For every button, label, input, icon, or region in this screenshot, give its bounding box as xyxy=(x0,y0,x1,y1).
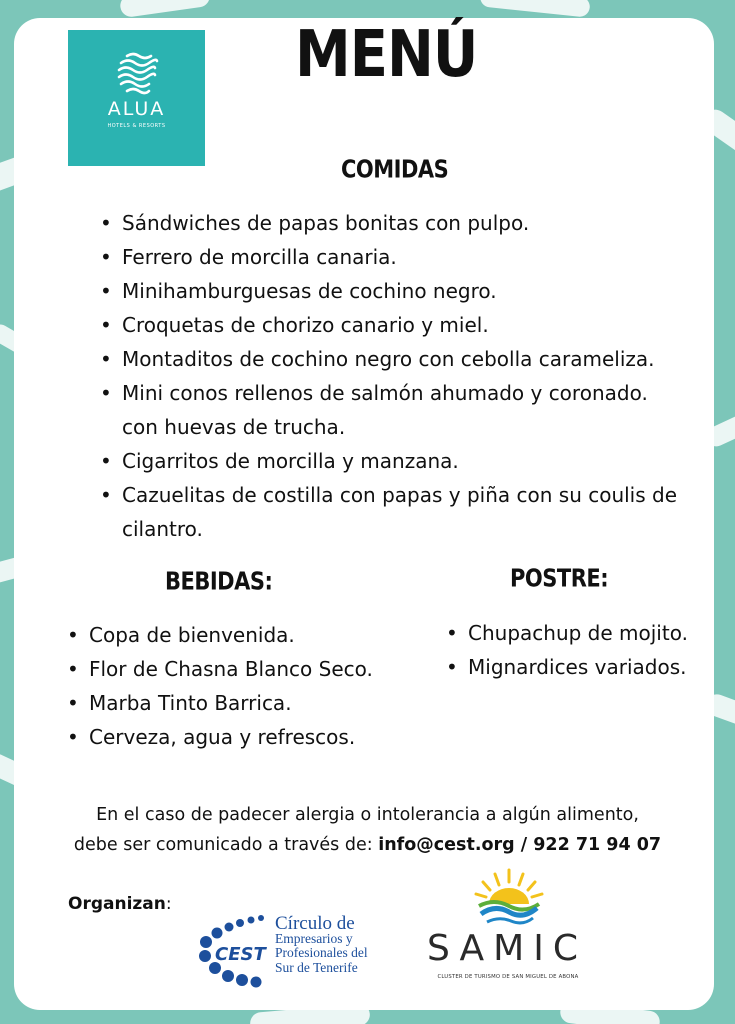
list-item: • Minihamburguesas de cochino negro. xyxy=(100,274,685,308)
svg-text:CEST: CEST xyxy=(215,944,266,965)
page-title: MENÚ xyxy=(295,17,478,92)
sun-wave-icon xyxy=(473,866,545,928)
list-item: • Cerveza, agua y refrescos. xyxy=(67,720,407,754)
contact-info: info@cest.org / 922 71 94 07 xyxy=(378,835,662,855)
list-item: • Sándwiches de papas bonitas con pulpo. xyxy=(100,206,685,240)
list-item: • Mignardices variados. xyxy=(446,650,706,684)
cest-line3: Profesionales del xyxy=(275,945,368,960)
cest-dots-icon xyxy=(195,912,277,992)
bebidas-heading: BEBIDAS: xyxy=(165,566,273,596)
organizers-label: Organizan: xyxy=(68,894,172,914)
cest-line4: Sur de Tenerife xyxy=(275,959,358,975)
cest-line2: Empresarios y xyxy=(275,930,353,946)
samic-subtitle: CLUSTER DE TURISMO DE SAN MIGUEL DE ABONA xyxy=(437,974,579,980)
list-item: • Ferrero de morcilla canaria. xyxy=(100,240,685,274)
list-item: • Flor de Chasna Blanco Seco. xyxy=(67,652,407,686)
allergy-note-line2: debe ser comunicado a través de: xyxy=(73,835,379,855)
list-item: • Marba Tinto Barrica. xyxy=(67,686,407,720)
comidas-list xyxy=(100,206,685,546)
wave-icon xyxy=(113,50,161,96)
samic-name: SAMIC xyxy=(427,928,587,969)
list-item: • Croquetas de chorizo canario y miel. xyxy=(100,308,685,342)
bebidas-list xyxy=(67,618,407,754)
postre-list xyxy=(446,616,706,684)
samic-logo xyxy=(418,866,598,986)
allergy-note-line1: En el caso de padecer alergia o intolerancia a algún alimento, xyxy=(96,805,639,825)
logo-brand: ALUA xyxy=(107,98,166,120)
comidas-heading: COMIDAS xyxy=(341,154,449,184)
logo-tagline: HOTELS & RESORTS xyxy=(107,123,166,129)
list-item: • Cazuelitas de costilla con papas y piña con su coulis de cilantro. xyxy=(100,478,685,546)
postre-heading: POSTRE: xyxy=(510,563,609,593)
list-item: • Montaditos de cochino negro con cebolla carameliza. xyxy=(100,342,685,376)
list-item: • Chupachup de mojito. xyxy=(446,616,706,650)
alua-logo xyxy=(68,30,205,166)
cest-line1: Círculo de xyxy=(275,913,355,934)
list-item: • Mini conos rellenos de salmón ahumado y coronado. con huevas de trucha. xyxy=(100,376,685,444)
list-item: • Cigarritos de morcilla y manzana. xyxy=(100,444,685,478)
allergy-note xyxy=(0,800,735,860)
list-item: • Copa de bienvenida. xyxy=(67,618,407,652)
cest-logo xyxy=(195,912,385,992)
